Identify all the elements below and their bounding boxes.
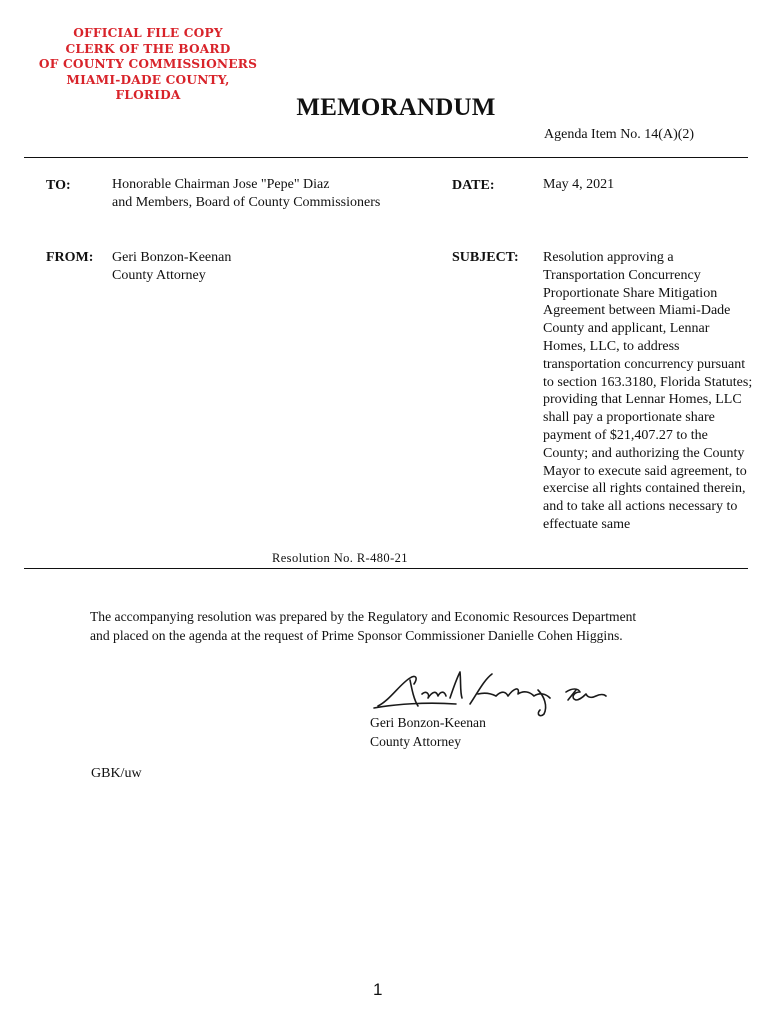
to-label: TO: [46, 178, 71, 193]
from-label: FROM: [46, 250, 94, 265]
body-paragraph [90, 608, 730, 645]
body-line-1: The accompanying resolution was prepared by the Regulatory and Economic Resources Department [90, 609, 637, 624]
signer-name: Geri Bonzon-Keenan [370, 715, 486, 730]
memo-title: MEMORANDUM [296, 94, 496, 121]
to-recipient [112, 176, 380, 212]
stamp-line-1: OFFICIAL FILE COPY [73, 26, 223, 40]
page-number: 1 [373, 980, 383, 999]
date-value: May 4, 2021 [543, 177, 615, 192]
from-line-1: Geri Bonzon-Keenan [112, 250, 232, 265]
typist-initials: GBK/uw [91, 766, 142, 781]
from-line-2: County Attorney [112, 267, 206, 283]
date-label: DATE: [452, 178, 495, 193]
stamp-line-2: CLERK OF THE BOARD [65, 41, 231, 56]
stamp-line-4: MIAMI-DADE COUNTY, FLORIDA [66, 72, 230, 102]
subject-label: SUBJECT: [452, 250, 519, 265]
from-sender [112, 249, 231, 285]
resolution-number: Resolution No. R-480-21 [272, 551, 408, 565]
to-line-1: Honorable Chairman Jose "Pepe" Diaz [112, 177, 330, 192]
signature-block [370, 713, 486, 751]
header-divider [24, 157, 748, 158]
resolution-divider [24, 568, 748, 569]
body-line-2: and placed on the agenda at the request of Prime Sponsor Commissioner Danielle Cohen Higgins. [90, 627, 623, 643]
subject-text: Resolution approving a Transportation Concurrency Proportionate Share Mitigation Agreement between Miami-Dade County and applicant, Lennar Homes, LLC, to address transportation concurrency pursuant to section 163.3180, Florida Statutes; providing that Lennar Homes, LLC shall pay a proportionate share payment of $21,407.27 to the County; and authorizing the County Mayor to execute said agreement, to exercise all rights contained therein, and to take all actions necessary to effectuate same [543, 250, 753, 532]
agenda-item-number: Agenda Item No. 14(A)(2) [544, 127, 695, 142]
signer-title: County Attorney [370, 734, 462, 749]
to-line-2: and Members, Board of County Commissioners [112, 194, 381, 210]
stamp-line-3: OF COUNTY COMMISSIONERS [38, 57, 258, 71]
official-file-copy-stamp [32, 26, 264, 104]
